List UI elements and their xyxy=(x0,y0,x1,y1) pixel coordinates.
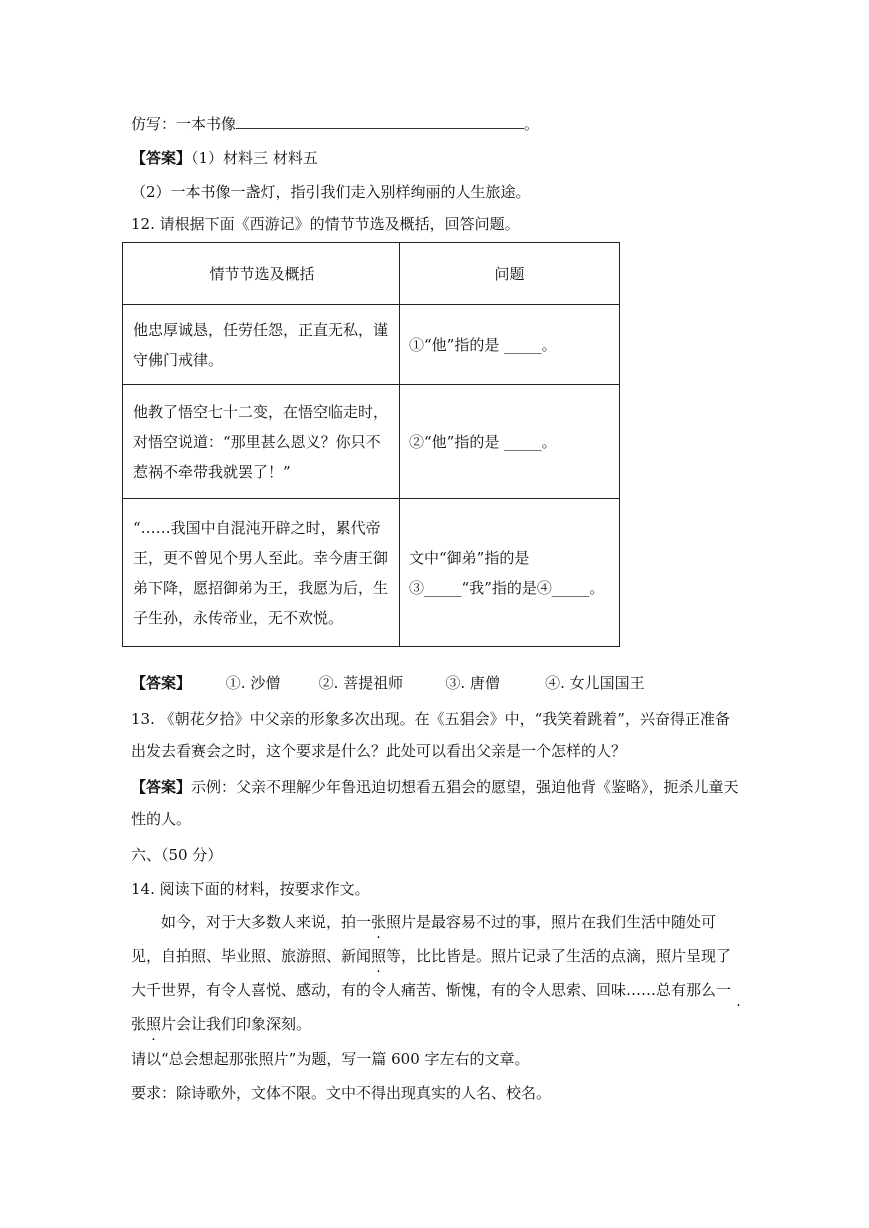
row2-question: ②“他”指的是 _____。 xyxy=(400,385,620,499)
emphasis-char: 张 xyxy=(131,1015,147,1033)
section-6-heading: 六、（50 分） xyxy=(131,846,223,864)
imitation-prefix: 仿写：一本书像 xyxy=(131,115,237,133)
plot-question-table xyxy=(122,242,620,647)
header-excerpt: 情节节选及概括 xyxy=(123,243,400,305)
answer12-item: ③. 唐僧 xyxy=(445,674,500,692)
answer-label: 【答案】 xyxy=(131,778,192,796)
header-question: 问题 xyxy=(400,243,620,305)
answer11-part1-line xyxy=(131,148,318,168)
emphasis-char: 一 xyxy=(716,981,732,999)
row3-question: 文中“御弟”指的是③_____“我”指的是④_____。 xyxy=(400,499,620,647)
answer12-item: ④. 女儿国国王 xyxy=(545,674,645,692)
emphasis-char: 闻 xyxy=(356,947,372,965)
imitation-line xyxy=(131,114,539,134)
material-text: 如今，对于大多数人来说，拍 xyxy=(161,913,357,931)
question-14-material xyxy=(131,905,743,1041)
answer-label: 【答案】 xyxy=(131,149,192,167)
answer12-line xyxy=(131,673,645,693)
answer-label: 【答案】 xyxy=(131,674,192,692)
table-row xyxy=(123,305,620,385)
question-14-stem: 14. 阅读下面的材料，按要求作文。 xyxy=(131,880,370,898)
material-text: 照等，比比皆是。照片记录了生活的点滴，照片呈现了大千世界，有令人喜悦、感动，有的令人痛苦、惭愧，有的令人思索、回味……总有那么 xyxy=(131,947,732,999)
row3-excerpt: “……我国中自混沌开辟之时，累代帝王，更不曾见个男人至此。幸今唐王御弟下降，愿招御弟为王，我愿为后，生子生孙，永传帝业，无不欢悦。 xyxy=(123,499,400,647)
emphasis-char: 一 xyxy=(356,913,372,931)
question-12-stem: 12. 请根据下面《西游记》的情节节选及概括，回答问题。 xyxy=(131,215,520,233)
material-text: 照片会让我们印象深刻。 xyxy=(146,1015,312,1033)
table-header-row xyxy=(123,243,620,305)
answer13-text: 示例：父亲不理解少年鲁迅迫切想看五猖会的愿望，强迫他背《鉴略》，扼杀儿童天性的人。 xyxy=(131,778,739,828)
row1-question: ①“他”指的是 _____。 xyxy=(400,305,620,385)
answer12-item: ②. 菩提祖师 xyxy=(318,674,404,692)
answer12-item: ①. 沙僧 xyxy=(225,674,281,692)
imitation-suffix: 。 xyxy=(524,115,540,133)
material-text: 张照片是最容易不过的事，照片在我们生活中随处可见，自拍照、毕业照、旅游照、新 xyxy=(131,913,717,965)
row1-excerpt: 他忠厚诚恳，任劳任怨，正直无私，谨守佛门戒律。 xyxy=(123,305,400,385)
answer11-part2: （2）一本书像一盏灯，指引我们走入别样绚丽的人生旅途。 xyxy=(131,183,531,201)
table-row xyxy=(123,385,620,499)
question-14-requirement: 要求：除诗歌外，文体不限。文中不得出现真实的人名、校名。 xyxy=(131,1084,552,1102)
row2-excerpt: 他教了悟空七十二变，在悟空临走时，对悟空说道：“那里甚么恩义？你只不惹祸不牵带我就罢了！” xyxy=(123,385,400,499)
question-13-stem: 13. 《朝花夕拾》中父亲的形象多次出现。在《五猖会》中，“我笑着跳着”，兴奋得正准备出发去看赛会之时，这个要求是什么？此处可以看出父亲是一个怎样的人？ xyxy=(131,710,730,760)
imitation-blank[interactable] xyxy=(236,114,524,129)
question-14-prompt: 请以“总会想起那张照片”为题，写一篇 600 字左右的文章。 xyxy=(131,1050,530,1068)
answer11-part1: （1）材料三 材料五 xyxy=(191,149,318,167)
table-row xyxy=(123,499,620,647)
answer13 xyxy=(131,771,743,835)
